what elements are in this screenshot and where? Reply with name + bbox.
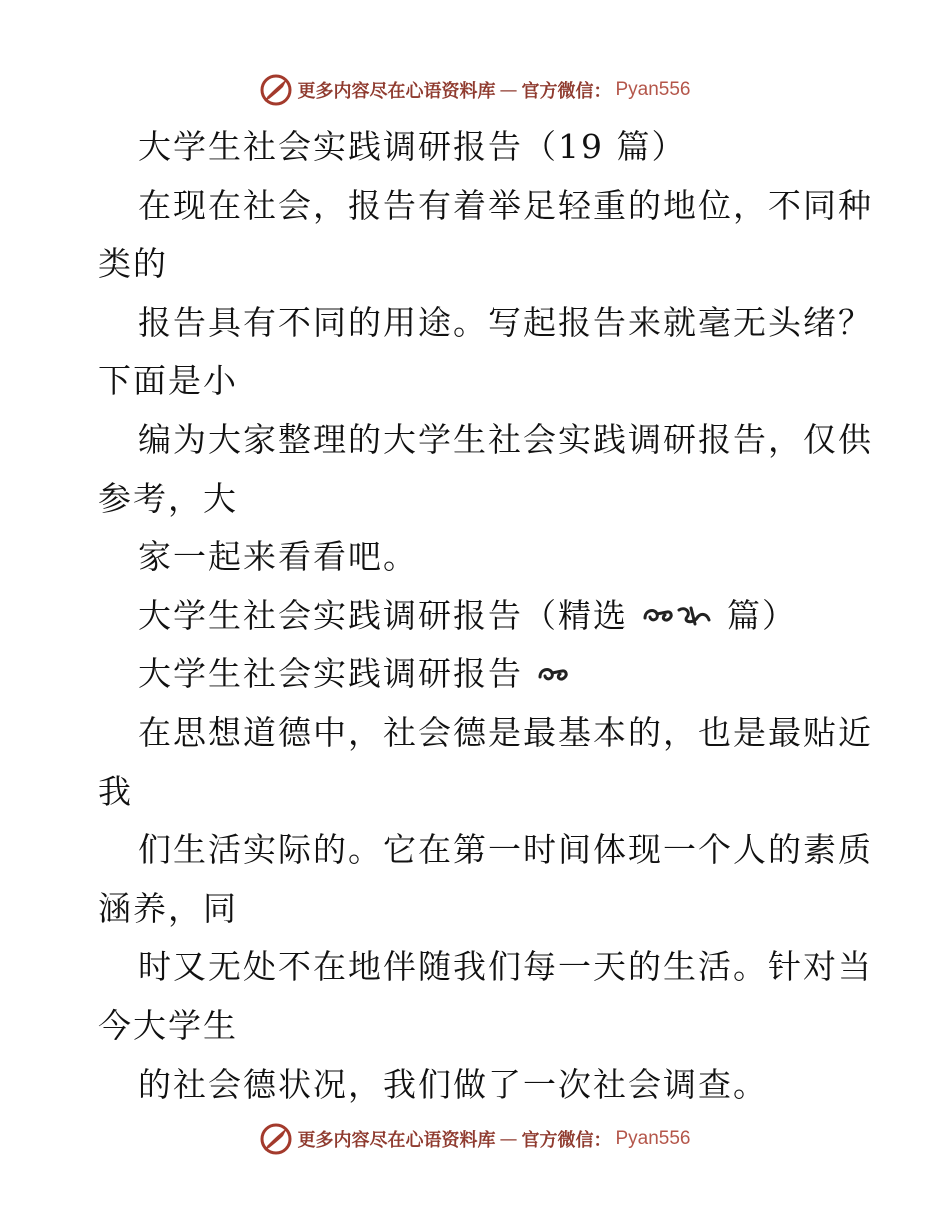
section-heading-item xyxy=(98,645,868,704)
intro-line-6: 参考，大 xyxy=(98,478,238,518)
decorative-numeral-glyph-icon xyxy=(536,647,576,706)
watermark-separator: — xyxy=(499,1128,518,1150)
section-heading-item-text: 大学生社会实践调研报告 xyxy=(138,654,523,694)
intro-line-4: 下面是小 xyxy=(98,361,238,401)
document-body xyxy=(98,118,873,1114)
footer-watermark xyxy=(0,1119,950,1159)
intro-line-7: 家一起来看看吧。 xyxy=(138,537,418,577)
watermark-official-label: 官方微信： xyxy=(521,1130,612,1151)
watermark-wechat-id: Pyan556 xyxy=(615,1128,691,1149)
intro-line-1: 在现在社会，报告有着举足轻重的地位，不同种 xyxy=(138,185,873,225)
watermark-separator: — xyxy=(499,79,518,101)
section-heading-selected xyxy=(98,587,868,646)
body-line-7: 的社会德状况，我们做了一次社会调查。 xyxy=(138,1064,768,1104)
watermark-official-label: 官方微信： xyxy=(521,81,612,102)
body-line-6: 今大学生 xyxy=(98,1005,238,1045)
section-heading-selected-text: 大学生社会实践调研报告（精选 xyxy=(138,595,628,635)
body-line-4: 涵养，同 xyxy=(98,888,238,928)
quill-pen-seal-icon xyxy=(259,1122,293,1156)
intro-line-2: 类的 xyxy=(98,244,168,284)
section-heading-selected-suffix: 篇） xyxy=(727,595,797,635)
header-watermark xyxy=(0,70,950,110)
document-title: 大学生社会实践调研报告（19 篇） xyxy=(138,127,687,166)
body-line-1: 在思想道德中，社会德是最基本的，也是最贴近 xyxy=(138,712,873,752)
decorative-numeral-glyph-icon xyxy=(641,588,715,647)
watermark-group xyxy=(259,1122,690,1156)
watermark-group xyxy=(259,73,690,107)
watermark-text: 更多内容尽在心语资料库 xyxy=(297,81,496,102)
body-line-2: 我 xyxy=(98,771,133,811)
intro-line-5: 编为大家整理的大学生社会实践调研报告，仅供 xyxy=(138,419,873,459)
intro-line-3: 报告具有不同的用途。写起报告来就毫无头绪？ xyxy=(138,302,873,342)
quill-pen-seal-icon xyxy=(259,73,293,107)
body-line-3: 们生活实际的。它在第一时间体现一个人的素质 xyxy=(138,830,873,870)
watermark-wechat-id: Pyan556 xyxy=(615,79,691,100)
watermark-text: 更多内容尽在心语资料库 xyxy=(297,1130,496,1151)
body-line-5: 时又无处不在地伴随我们每一天的生活。针对当 xyxy=(138,947,873,987)
